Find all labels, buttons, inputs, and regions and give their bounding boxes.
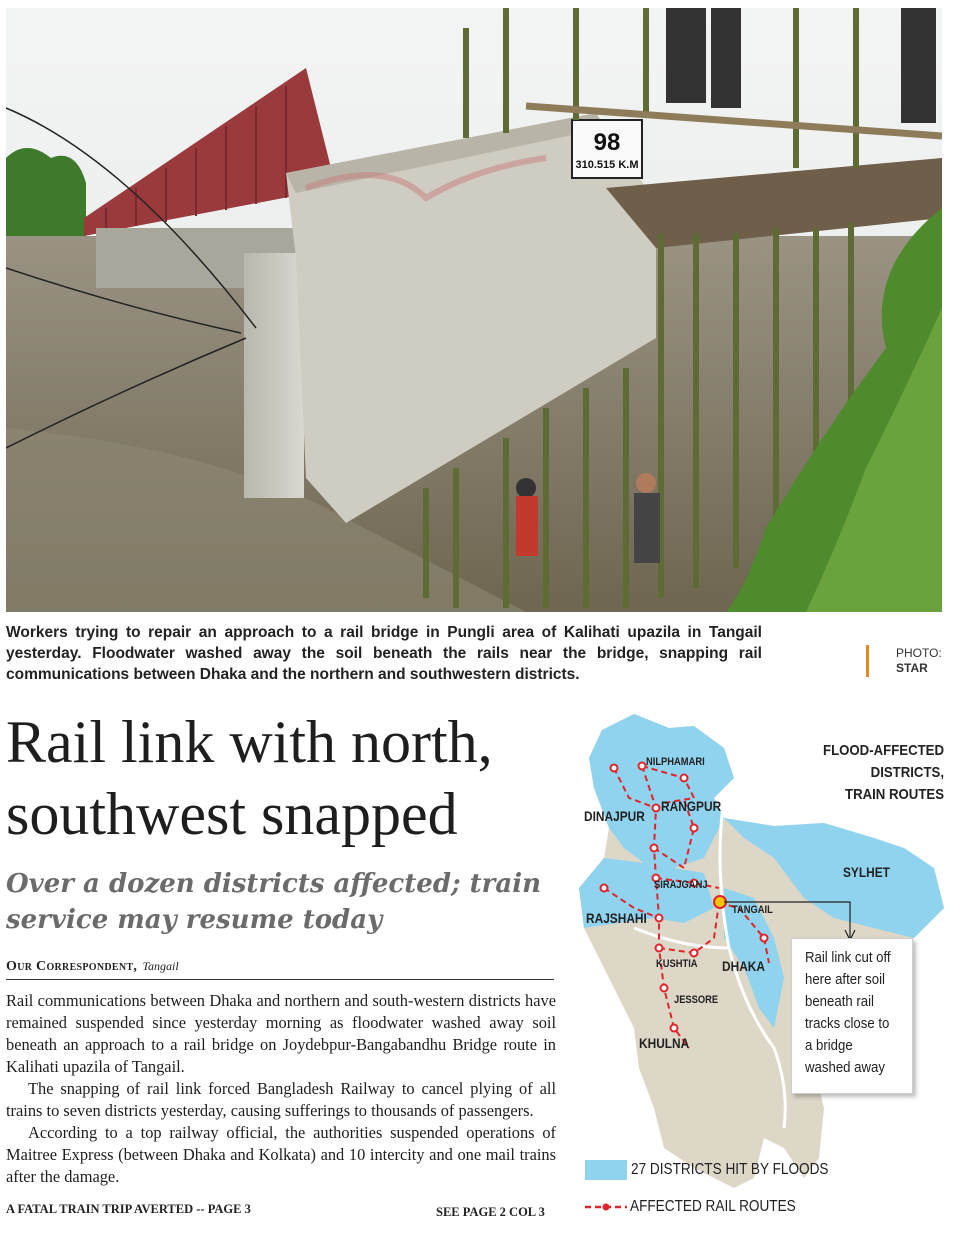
map-label-sirajganj: SIRAJGANJ <box>654 879 708 891</box>
credit-accent-bar <box>866 645 869 677</box>
byline <box>6 958 554 980</box>
deck-subheadline <box>6 866 566 938</box>
callout-line: washed away <box>805 1059 885 1076</box>
callout-line: tracks close to <box>805 1015 890 1032</box>
map-title-line-1: FLOOD-AFFECTED <box>823 742 944 759</box>
map-title <box>817 740 944 806</box>
legend-route-symbol <box>585 1200 627 1214</box>
sign-km: 310.515 K.M <box>575 159 639 171</box>
sign-number: 98 <box>593 129 621 156</box>
deck-line-1: Over a dozen districts affected; train <box>6 869 541 899</box>
legend-routes-label: AFFECTED RAIL ROUTES <box>630 1198 796 1215</box>
map-title-line-3: TRAIN ROUTES <box>845 786 944 803</box>
map-label-tangail: TANGAIL <box>732 904 773 916</box>
map-label-rangpur: RANGPUR <box>661 798 722 814</box>
map-label-kushtia: KUSHTIA <box>656 958 698 970</box>
body-paragraph: According to a top railway official, the authorities suspended operations of Maitree Express (between Dhaka and Kolkata) and 10 intercity and one mail trains after the damage. <box>6 1123 556 1186</box>
news-photo <box>6 8 942 612</box>
map-label-dinajpur: DINAJPUR <box>584 808 645 824</box>
legend-flood-label: 27 DISTRICTS HIT BY FLOODS <box>631 1161 829 1178</box>
map-label-nilphamari: NILPHAMARI <box>646 756 705 768</box>
map-label-sylhet: SYLHET <box>843 864 890 880</box>
jump-link-continued[interactable]: SEE PAGE 2 COL 3 <box>436 1205 545 1219</box>
photo-caption: Workers trying to repair an approach to a rail bridge in Pungli area of Kalihati upazila in Tangail yesterday. Floodwater washed away the soil beneath the rails near the bridge, snapping rail communications between Dhaka and the northern and southwestern districts. <box>6 624 762 683</box>
headline-line-2: southwest snapped <box>6 781 458 847</box>
body-paragraph: The snapping of rail link forced Bangladesh Railway to cancel plying of all trains to seven districts yesterday, causing sufferings to thousands of passengers. <box>6 1079 556 1120</box>
rail-cut-callout <box>791 938 913 1094</box>
legend-flood-swatch <box>585 1160 627 1180</box>
callout-line: a bridge <box>805 1037 853 1054</box>
jump-link-page-3[interactable]: A FATAL TRAIN TRIP AVERTED -- PAGE 3 <box>6 1202 251 1216</box>
deck-line-2: service may resume today <box>6 905 383 935</box>
map-label-rajshahi: RAJSHAHI <box>586 910 647 926</box>
map-label-dhaka: DHAKA <box>722 958 765 974</box>
article-body <box>6 990 556 1188</box>
photo-credit-source: STAR <box>896 661 928 675</box>
map-title-line-2: DISTRICTS, <box>870 764 944 781</box>
headline <box>6 706 576 850</box>
byline-name: Our Correspondent, <box>6 959 138 974</box>
bridge-photo-illustration <box>6 8 942 612</box>
callout-line: Rail link cut off <box>805 949 891 966</box>
photo-credit <box>896 646 958 676</box>
map-label-khulna: KHULNA <box>639 1035 690 1051</box>
map-label-jessore: JESSORE <box>674 994 719 1006</box>
byline-place: Tangail <box>142 959 179 973</box>
body-paragraph: Rail communications between Dhaka and northern and south-western districts have remained suspended since yesterday morning as floodwater washed away soil beneath an approach to a rail bridge on Joydebpur-Bangabandhu Bridge route in Kalihati upazila of Tangail. <box>6 991 556 1076</box>
callout-line: beneath rail <box>805 993 874 1010</box>
headline-line-1: Rail link with north, <box>6 709 493 775</box>
callout-line: here after soil <box>805 971 885 988</box>
photo-credit-label: PHOTO: <box>896 646 942 660</box>
